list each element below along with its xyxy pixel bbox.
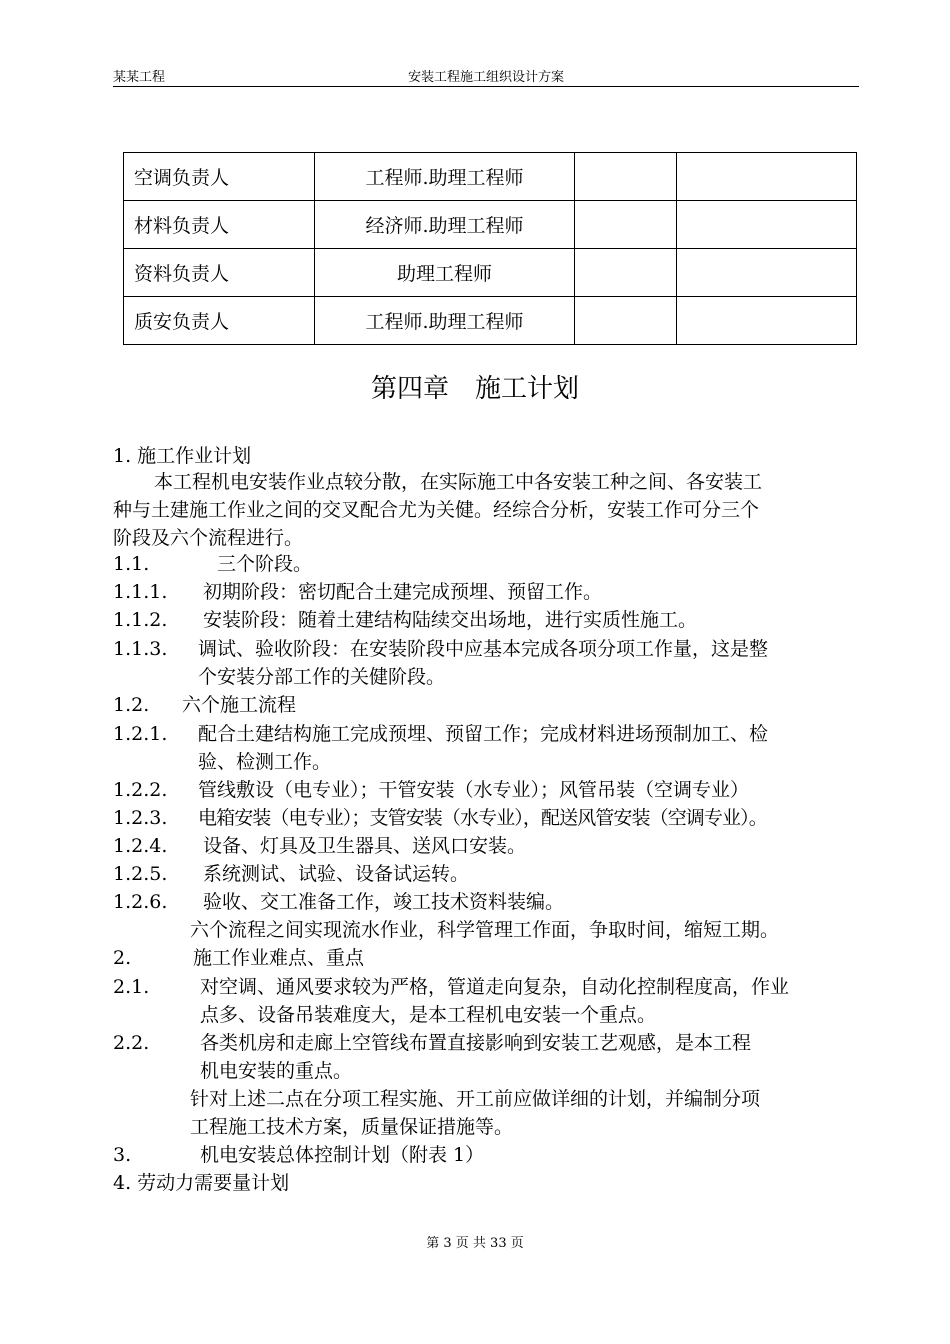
section-text: 系统测试、试验、设备试运转。 (203, 863, 470, 885)
table-row (124, 297, 857, 345)
table-cell-empty (677, 153, 857, 201)
table-row (124, 249, 857, 297)
table-cell-empty (677, 249, 857, 297)
table-cell-empty (677, 201, 857, 249)
section-text: 管线敷设（电专业）；干管安装（水专业）；风管吊装（空调专业） (198, 779, 750, 801)
section-number: 1.1.2. (113, 609, 168, 631)
section-text: 机电安装总体控制计划（附表 1） (200, 1144, 485, 1166)
header-project-name: 某某工程 (113, 70, 166, 85)
table-cell-role: 材料负责人 (124, 201, 315, 249)
section-summary: 工程施工技术方案，质量保证措施等。 (190, 1116, 514, 1138)
table-cell-empty (575, 297, 677, 345)
section-number: 1.1. (113, 553, 150, 575)
page-header (113, 66, 859, 87)
table-cell-title: 助理工程师 (315, 249, 575, 297)
section-text: 六个施工流程 (182, 694, 297, 716)
header-document-title: 安装工程施工组织设计方案 (407, 70, 564, 85)
section-text: 验、检测工作。 (198, 751, 332, 773)
section-number: 1.2.5. (113, 863, 168, 885)
table-cell-title: 工程师.助理工程师 (315, 297, 575, 345)
section-text: 设备、灯具及卫生器具、送风口安装。 (203, 835, 527, 857)
table-row (124, 153, 857, 201)
section-text: 安装阶段：随着土建结构陆续交出场地，进行实质性施工。 (203, 609, 698, 631)
section-1-paragraph-line: 本工程机电安装作业点较分散，在实际施工中各安装工种之间、各安装工 (154, 471, 763, 493)
section-number: 1.2.2. (113, 779, 168, 801)
section-text: 各类机房和走廊上空管线布置直接影响到安装工艺观感，是本工程 (200, 1032, 752, 1054)
table-row (124, 201, 857, 249)
section-text: 对空调、通风要求较为严格，管道走向复杂，自动化控制程度高，作业 (200, 976, 790, 998)
section-summary: 针对上述二点在分项工程实施、开工前应做详细的计划，并编制分项 (190, 1088, 761, 1110)
section-number: 2. (113, 947, 132, 969)
section-number: 2.1. (113, 976, 150, 998)
section-text: 机电安装的重点。 (200, 1060, 353, 1082)
section-number: 1.1.1. (113, 581, 168, 603)
section-text: 点多、设备吊装难度大，是本工程机电安装一个重点。 (200, 1004, 657, 1026)
table-cell-empty (677, 297, 857, 345)
section-1-paragraph-line: 种与土建施工作业之间的交叉配合尤为关健。经综合分析，安装工作可分三个 (113, 499, 760, 521)
section-number: 1.2.1. (113, 723, 168, 745)
section-number: 1.2.6. (113, 891, 168, 913)
table-cell-role: 空调负责人 (124, 153, 315, 201)
section-text: 验收、交工准备工作，竣工技术资料装编。 (203, 891, 565, 913)
table-cell-title: 工程师.助理工程师 (315, 153, 575, 201)
table-cell-empty (575, 153, 677, 201)
section-text: 施工作业难点、重点 (193, 947, 365, 969)
section-number: 1.2.4. (113, 835, 168, 857)
section-summary: 六个流程之间实现流水作业，科学管理工作面，争取时间，缩短工期。 (190, 919, 780, 941)
section-text: 个安装分部工作的关健阶段。 (198, 666, 446, 688)
table-cell-role: 资料负责人 (124, 249, 315, 297)
staff-table (123, 152, 857, 345)
section-4-heading: 4. 劳动力需要量计划 (113, 1172, 290, 1194)
table-cell-empty (575, 249, 677, 297)
section-1-paragraph-line: 阶段及六个流程进行。 (113, 527, 304, 549)
table-cell-role: 质安负责人 (124, 297, 315, 345)
chapter-title: 第四章 施工计划 (370, 374, 579, 404)
table-cell-title: 经济师.助理工程师 (315, 201, 575, 249)
section-number: 1.2. (113, 694, 150, 716)
section-number: 1.1.3. (113, 638, 168, 660)
section-text: 三个阶段。 (217, 553, 313, 575)
page-footer: 第 3 页 共 33 页 (426, 1236, 524, 1251)
section-text: 初期阶段：密切配合土建完成预埋、预留工作。 (203, 581, 603, 603)
section-text: 调试、验收阶段：在安装阶段中应基本完成各项分项工作量，这是整 (198, 638, 769, 660)
table-cell-empty (575, 201, 677, 249)
section-number: 2.2. (113, 1032, 150, 1054)
section-1-heading: 1. 施工作业计划 (113, 445, 252, 467)
section-number: 1.2.3. (113, 807, 168, 829)
section-text: 配合土建结构施工完成预埋、预留工作；完成材料进场预制加工、检 (198, 723, 769, 745)
section-number: 3. (113, 1144, 132, 1166)
section-text: 电箱安装（电专业）；支管安装（水专业），配送风管安装（空调专业）。 (198, 807, 767, 829)
